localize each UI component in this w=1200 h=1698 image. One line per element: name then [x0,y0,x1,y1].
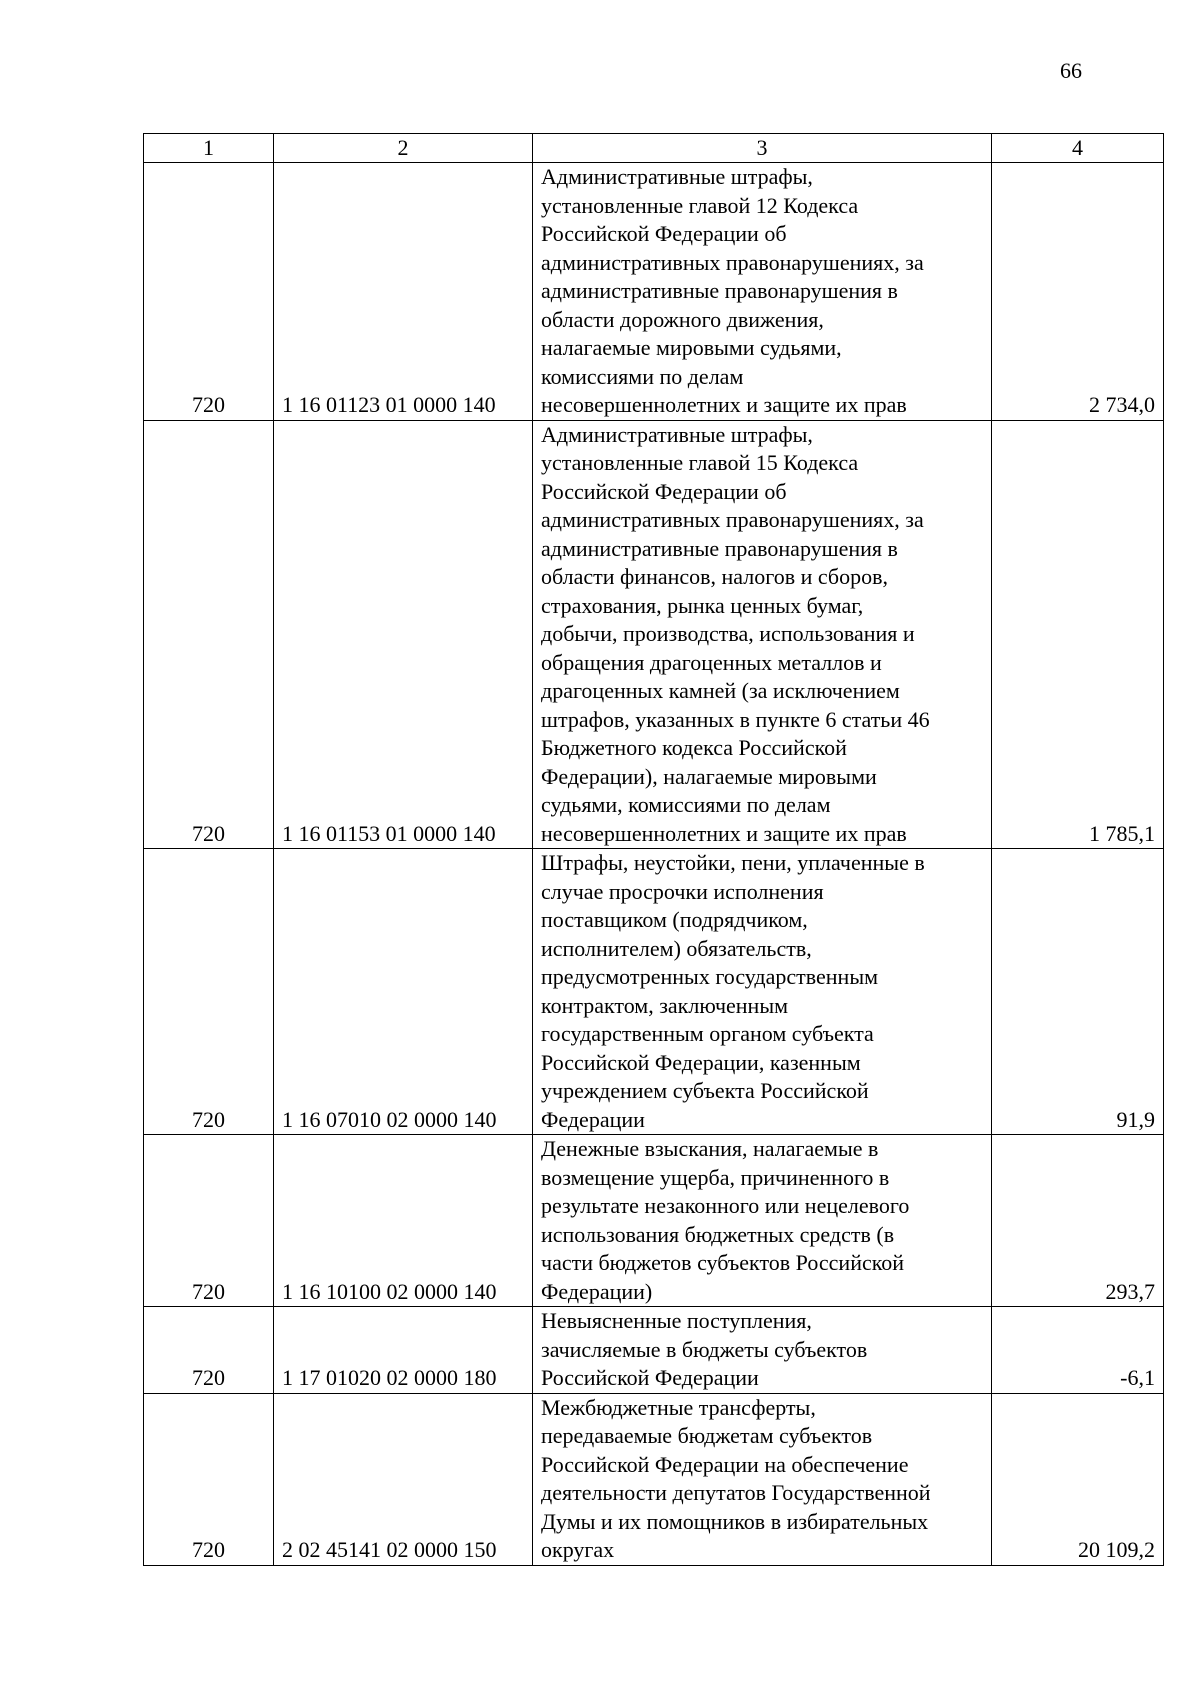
revenue-name-line: установленные главой 15 Кодекса [541,450,859,475]
revenue-name-line: исполнителем) обязательств, [541,935,812,961]
column-header-2: 2 [274,134,533,163]
revenue-name-line: области дорожного движения, [541,306,824,332]
revenue-table [143,133,1164,1566]
revenue-name-line: штрафов, указанных в пункте 6 статьи 46 [541,706,930,732]
column-header-4: 4 [992,134,1164,163]
revenue-name-line: Российской Федерации об [541,478,787,504]
revenue-name-line: Бюджетного кодекса Российской [541,735,847,760]
admin-code-cell: 720 [144,163,274,421]
revenue-name-cell [533,420,992,849]
revenue-name-line: области финансов, налогов и сборов, [541,564,888,589]
revenue-name-line: административные правонарушения в [541,278,898,303]
revenue-name-cell [533,163,992,421]
revenue-name-cell [533,1135,992,1307]
revenue-name-line: драгоценных камней (за исключением [541,678,900,703]
revenue-name-line: административных правонарушениях, за [541,249,924,275]
revenue-name-line: случае просрочки исполнения [541,878,824,904]
revenue-name-line: использования бюджетных средств (в [541,1221,895,1247]
revenue-name-line: обращения драгоценных металлов и [541,649,882,675]
table-row [144,163,1164,421]
table-row [144,1135,1164,1307]
revenue-name-line: Межбюджетные трансферты, [541,1394,816,1420]
revenue-code-cell: 1 16 10100 02 0000 140 [274,1135,533,1307]
amount-cell: 20 109,2 [992,1393,1164,1565]
revenue-name-line: Административные штрафы, [541,164,813,189]
revenue-name-line: части бюджетов субъектов Российской [541,1250,905,1275]
revenue-name-line: Российской Федерации на обеспечение [541,1451,909,1477]
table-row [144,849,1164,1135]
admin-code-cell: 720 [144,1393,274,1565]
revenue-name-line: административных правонарушениях, за [541,507,924,532]
amount-cell: 1 785,1 [992,420,1164,849]
revenue-name-line: Невыясненные поступления, [541,1308,812,1333]
revenue-name-line: добычи, производства, использования и [541,621,915,646]
revenue-name-line: деятельности депутатов Государственной [541,1480,931,1505]
revenue-name-line: Федерации) [541,1278,653,1304]
table-header-row [144,134,1164,163]
column-header-1: 1 [144,134,274,163]
revenue-name-line: Федерации), налагаемые мировыми [541,763,877,789]
amount-cell: 293,7 [992,1135,1164,1307]
revenue-code-cell: 1 16 01123 01 0000 140 [274,163,533,421]
revenue-name-line: предусмотренных государственным [541,964,879,989]
revenue-name-line: налагаемые мировыми судьями, [541,335,842,360]
table-body [144,163,1164,1566]
revenue-name-cell [533,849,992,1135]
revenue-name-line: Думы и их помощников в избирательных [541,1508,929,1534]
revenue-name-line: Российской Федерации, казенным [541,1049,861,1075]
amount-cell: 91,9 [992,849,1164,1135]
column-header-3: 3 [533,134,992,163]
revenue-name-line: результате незаконного или нецелевого [541,1193,910,1218]
admin-code-cell: 720 [144,849,274,1135]
admin-code-cell: 720 [144,420,274,849]
revenue-name-line: Денежные взыскания, налагаемые в [541,1136,879,1161]
revenue-name-line: округах [541,1537,615,1562]
admin-code-cell: 720 [144,1135,274,1307]
amount-cell: 2 734,0 [992,163,1164,421]
revenue-name-line: несовершеннолетних и защите их прав [541,820,907,846]
revenue-name-line: государственным органом субъекта [541,1021,874,1046]
revenue-name-line: зачисляемые в бюджеты субъектов [541,1336,868,1362]
revenue-name-line: несовершеннолетних и защите их прав [541,392,907,417]
revenue-name-cell [533,1393,992,1565]
revenue-name-line: Российской Федерации [541,1365,759,1390]
revenue-name-line: Федерации [541,1106,645,1132]
page-number: 66 [1060,58,1082,83]
revenue-code-cell: 1 16 07010 02 0000 140 [274,849,533,1135]
revenue-name-line: Штрафы, неустойки, пени, уплаченные в [541,850,925,875]
revenue-code-cell: 1 16 01153 01 0000 140 [274,420,533,849]
amount-cell: -6,1 [992,1307,1164,1394]
revenue-name-line: установленные главой 12 Кодекса [541,192,859,218]
revenue-name-line: страхования, рынка ценных бумаг, [541,592,864,618]
table-row [144,420,1164,849]
admin-code-cell: 720 [144,1307,274,1394]
table-row [144,1393,1164,1565]
revenue-name-line: передаваемые бюджетам субъектов [541,1423,873,1448]
revenue-name-line: Российской Федерации об [541,221,787,246]
revenue-name-line: поставщиком (подрядчиком, [541,907,808,932]
revenue-name-line: контрактом, заключенным [541,992,789,1018]
revenue-name-line: учреждением субъекта Российской [541,1078,869,1103]
revenue-name-line: комиссиями по делам [541,363,744,389]
revenue-name-cell [533,1307,992,1394]
revenue-name-line: административные правонарушения в [541,535,898,561]
revenue-name-line: возмещение ущерба, причиненного в [541,1164,890,1190]
revenue-code-cell: 1 17 01020 02 0000 180 [274,1307,533,1394]
revenue-name-line: Административные штрафы, [541,421,813,447]
revenue-name-line: судьями, комиссиями по делам [541,792,831,817]
table-row [144,1307,1164,1394]
revenue-code-cell: 2 02 45141 02 0000 150 [274,1393,533,1565]
